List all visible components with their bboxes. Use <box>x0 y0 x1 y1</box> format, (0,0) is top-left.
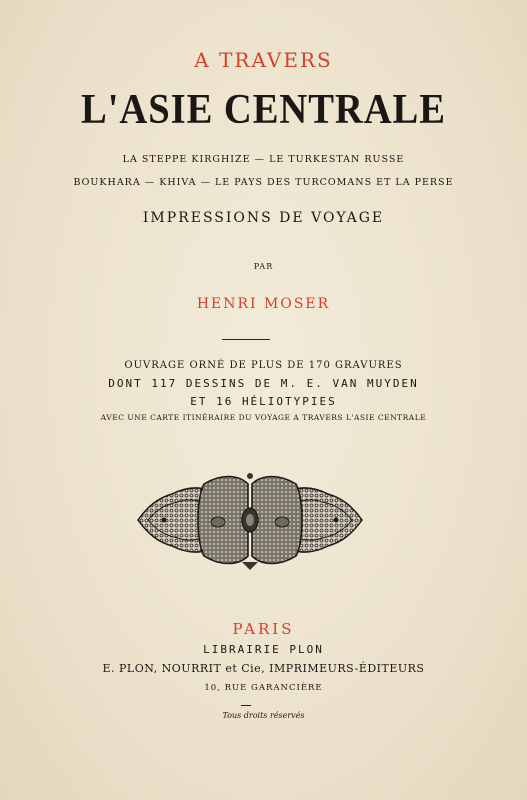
par-label: PAR <box>253 262 274 271</box>
subtitle-line-1: LA STEPPE KIRGHIZE — LE TURKESTAN RUSSE <box>122 154 405 165</box>
divider-rule <box>222 339 270 340</box>
imprint-city: PARIS <box>232 620 295 638</box>
imprint-printers: E. PLON, NOURRIT et Cie, IMPRIMEURS-ÉDITEURS <box>102 662 425 675</box>
pre-title: A TRAVERS <box>194 48 333 72</box>
author-name: HENRI MOSER <box>196 296 331 312</box>
filigree-ornament-icon <box>134 468 366 572</box>
illustrations-line-3: ET 16 HÉLIOTYPIES <box>190 395 337 408</box>
rights-notice: Tous droits réservés <box>222 711 305 720</box>
impressions-heading: IMPRESSIONS DE VOYAGE <box>142 210 385 226</box>
imprint-address: 10, RUE GARANCIÈRE <box>204 683 323 693</box>
main-title: L'ASIE CENTRALE <box>81 87 446 133</box>
subtitle-line-2: BOUKHARA — KHIVA — LE PAYS DES TURCOMANS ET LA PERSE <box>73 177 454 188</box>
illustrations-line-2: DONT 117 DESSINS DE M. E. VAN MUYDEN <box>108 377 419 390</box>
illustrations-line-4: AVEC UNE CARTE ITINÉRAIRE DU VOYAGE A TRAVERS L'ASIE CENTRALE <box>100 413 427 422</box>
imprint-dash <box>241 705 251 706</box>
illustrations-line-1: OUVRAGE ORNÉ DE PLUS DE 170 GRAVURES <box>124 360 403 371</box>
imprint-publisher: LIBRAIRIE PLON <box>203 643 324 656</box>
